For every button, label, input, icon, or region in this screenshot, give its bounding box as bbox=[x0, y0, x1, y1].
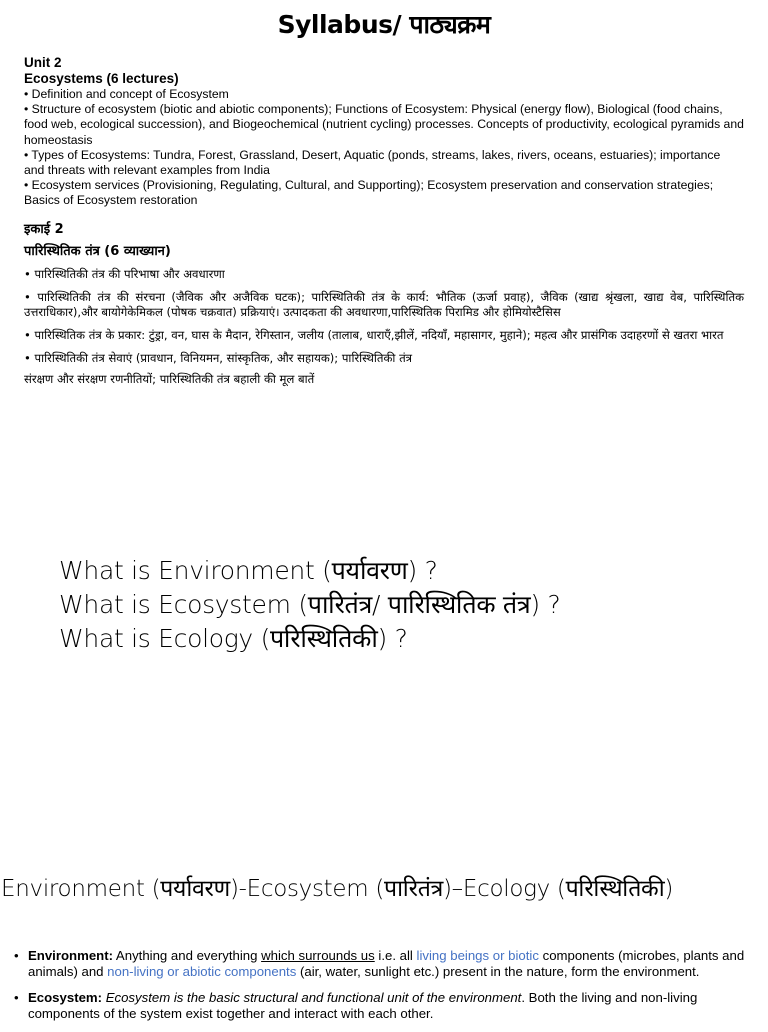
question-list bbox=[59, 554, 560, 656]
definitions-slide bbox=[0, 870, 768, 1024]
unit-bullet-hi: • पारिस्थितिक तंत्र के प्रकार: टुंड्रा, वन, घास के मैदान, रेगिस्तान, जलीय (तालाब, धाराएँ,झीलें, नदियाँ, महासागर, मुहाने); महत्व और प्रासंगिक उदाहरणों से खतरा भारत bbox=[24, 327, 724, 342]
unit-bullet: • Ecosystem services (Provisioning, Regulating, Cultural, and Supporting); Ecosystem preservation and conservation strategies; Basics of Ecosystem restoration bbox=[24, 178, 714, 208]
unit-heading: Ecosystems (6 lectures) bbox=[24, 71, 179, 86]
unit-bullet-hi: • पारिस्थितिकी तंत्र की परिभाषा और अवधारणा bbox=[24, 266, 225, 281]
unit-bullet-hi: संरक्षण और संरक्षण रणनीतियों; पारिस्थितिकी तंत्र बहाली की मूल बातें bbox=[24, 371, 315, 386]
unit-heading-hi: पारिस्थितिक तंत्र (6 व्याख्यान) bbox=[24, 243, 171, 259]
syllabus-slide bbox=[0, 0, 768, 470]
definition-ecosystem: • Ecosystem: Ecosystem is the basic structural and functional unit of the environment. Both the living and non-living components of the system exist together and interact with each other. bbox=[14, 990, 754, 1022]
definition-environment: • Environment: Anything and everything which surrounds us i.e. all living beings or biotic components (microbes, plants and animals) and non-living or abiotic components (air, water, sunlight etc.) present in the nature, form the environment. bbox=[14, 948, 754, 980]
unit-bullet: • Types of Ecosystems: Tundra, Forest, Grassland, Desert, Aquatic (ponds, streams, lakes, rivers, oceans, estuaries); importance and threats with relevant examples from India bbox=[24, 147, 721, 178]
unit-bullet-hi: • पारिस्थितिकी तंत्र की संरचना (जैविक और अजैविक घटक); पारिस्थितिकी तंत्र के कार्य: भौतिक (ऊर्जा प्रवाह), जैविक (खाद्य श्रृंखला, खाद्य वेब, पारिस्थितिक उत्तराधिकार),और बायोगेकेमिकल (पोषक चक्रवात) प्रक्रियाएं। उत्पादकता की अवधारणा,पारिस्थितिक पिरामिड और होमियोस्टैसिस bbox=[24, 289, 744, 319]
syllabus-title: Syllabus/ पाठ्यक्रम bbox=[277, 10, 491, 39]
unit-bullet-hi: • पारिस्थितिकी तंत्र सेवाएं (प्रावधान, विनियमन, सांस्कृतिक, और सहायक); पारिस्थितिकी तंत्र bbox=[24, 350, 413, 365]
unit-bullet: • Definition and concept of Ecosystem bbox=[24, 87, 229, 101]
definitions-title: Environment (पर्यावरण)-Ecosystem (पारितंत्र)–Ecology (परिस्थितिकी) bbox=[1, 876, 674, 902]
question-ecosystem: What is Ecosystem (पारितंत्र/ पारिस्थितिक तंत्र) ? bbox=[59, 590, 561, 619]
definitions-list bbox=[14, 948, 754, 1032]
unit-hindi bbox=[24, 221, 744, 387]
unit-bullet: • Structure of ecosystem (biotic and abiotic components); Functions of Ecosystem: Physical (energy flow), Biological (food chains, food web, ecological succession), and Biogeochemical (nutrient cycling) processes. Concepts of productivity, ecological pyramids and homeostasis bbox=[24, 102, 744, 147]
unit-english bbox=[24, 55, 744, 209]
unit-number: Unit 2 bbox=[24, 55, 62, 70]
questions-slide bbox=[0, 530, 768, 730]
question-ecology: What is Ecology (परिस्थितिकी) ? bbox=[59, 624, 408, 653]
question-environment: What is Environment (पर्यावरण) ? bbox=[59, 556, 438, 585]
unit-number-hi: इकाई 2 bbox=[24, 221, 64, 237]
